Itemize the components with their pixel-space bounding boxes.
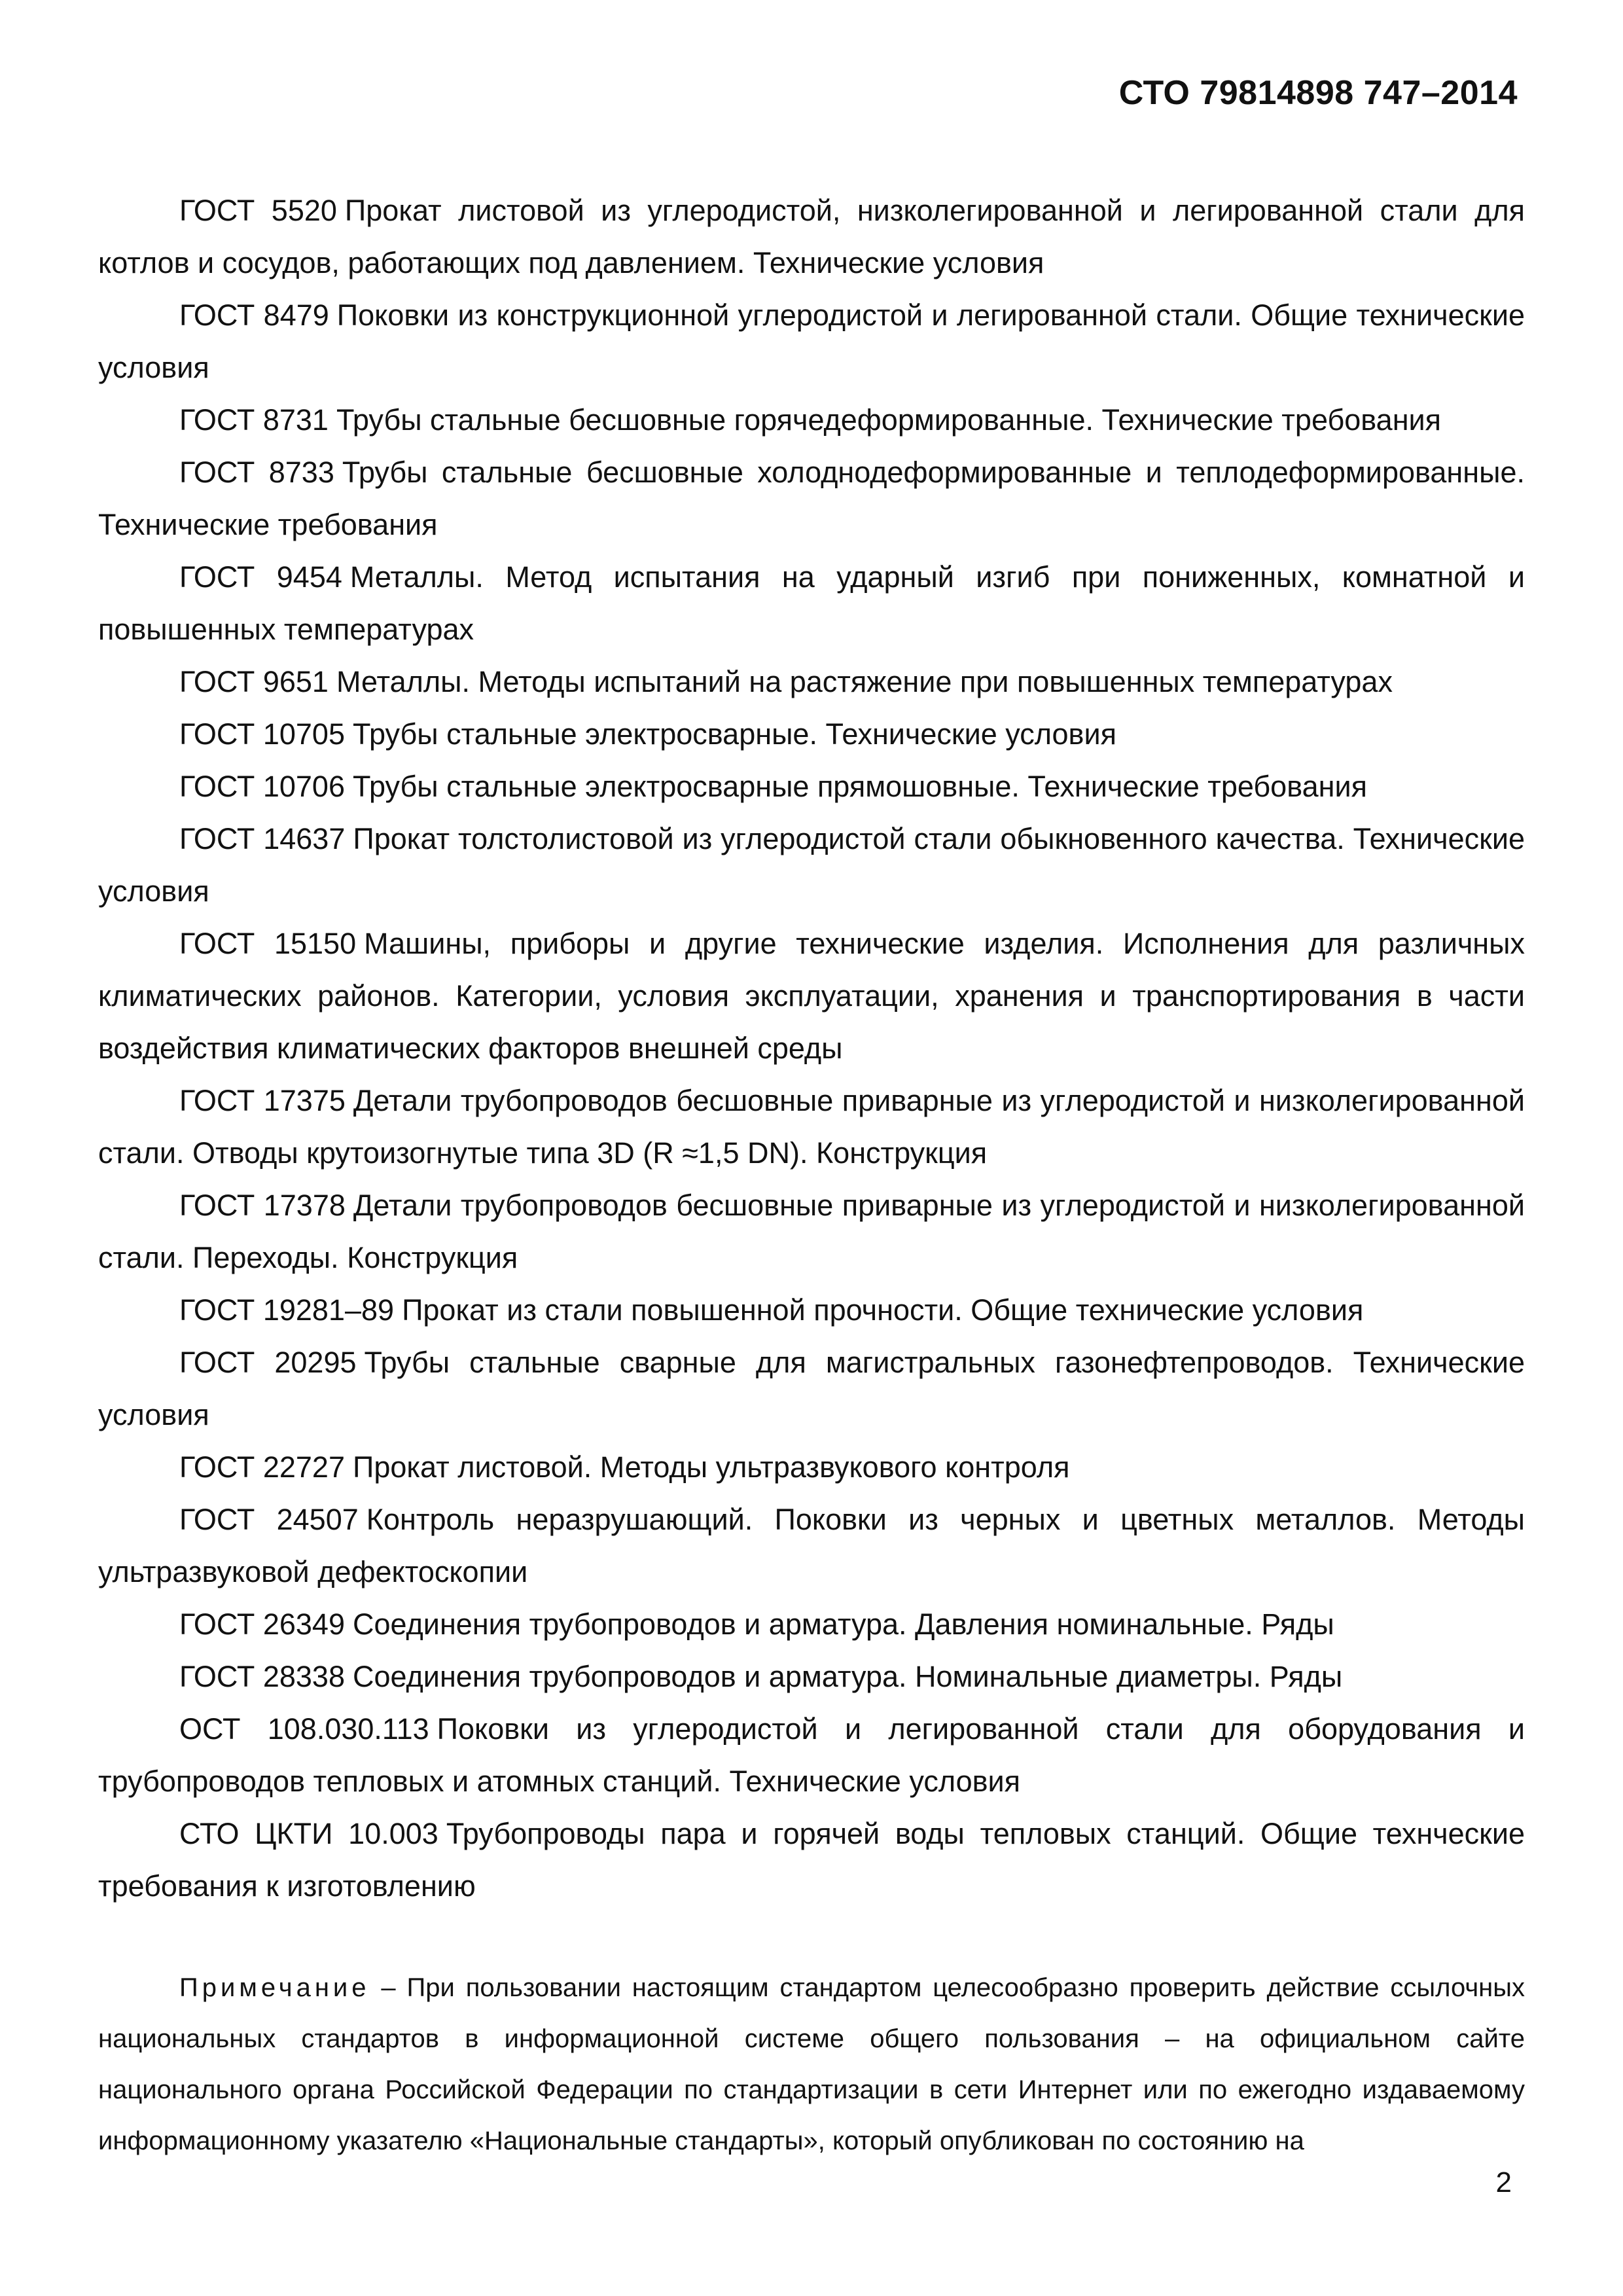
reference-title: Прокат из стали повышенной прочности. Общие технические условия: [402, 1293, 1364, 1327]
reference-title: Детали трубопроводов бесшовные приварные из углеродистой и низколегированной стали. Отводы крутоизогнутые типа 3D (R ≈1,5 DN). Конструкция: [98, 1084, 1525, 1170]
reference-item: [98, 289, 1525, 394]
reference-code: ОСТ 108.030.113: [179, 1712, 429, 1746]
reference-item: [98, 1808, 1525, 1912]
reference-item: [98, 1441, 1525, 1494]
reference-title: Прокат листовой из углеродистой, низколегированной и легированной стали для котлов и сосудов, работающих под давлением. Технические условия: [98, 194, 1525, 279]
reference-code: ГОСТ 22727: [179, 1450, 345, 1484]
reference-code: ГОСТ 26349: [179, 1607, 345, 1641]
normative-references-list: [98, 185, 1525, 1912]
reference-title: Трубы стальные бесшовные горячедеформированные. Технические требования: [336, 403, 1442, 437]
reference-title: Трубы стальные сварные для магистральных газонефтепроводов. Технические условия: [98, 1346, 1525, 1431]
reference-item: [98, 394, 1525, 446]
reference-title: Поковки из углеродистой и легированной стали для оборудования и трубопроводов тепловых и атомных станций. Технические условия: [98, 1712, 1525, 1798]
reference-code: ГОСТ 17378: [179, 1189, 346, 1222]
reference-title: Соединения трубопроводов и арматура. Давления номинальные. Ряды: [352, 1607, 1334, 1641]
reference-code: ГОСТ 5520: [179, 194, 337, 227]
reference-code: ГОСТ 8731: [179, 403, 329, 437]
document-code-header: СТО 79814898 747–2014: [1118, 74, 1518, 112]
reference-title: Прокат листовой. Методы ультразвукового контроля: [352, 1450, 1070, 1484]
reference-code: ГОСТ 28338: [179, 1660, 345, 1693]
reference-item: [98, 708, 1525, 761]
note-text: – При пользовании настоящим стандартом целесообразно проверить действие ссылочных национальных стандартов в информационной системе общего пользования – на официальном сайте национального органа Российской Федерации по стандартизации в сети Интернет или по ежегодно издаваемому информационному указателю «Национальные стандарты», который опубликован по состоянию на: [98, 1973, 1525, 2155]
reference-code: ГОСТ 10706: [179, 770, 345, 803]
standards-note: [98, 1962, 1525, 2166]
reference-item: [98, 1703, 1525, 1808]
reference-code: ГОСТ 8479: [179, 298, 329, 332]
reference-item: [98, 1075, 1525, 1179]
reference-code: ГОСТ 10705: [179, 717, 345, 751]
reference-title: Поковки из конструкционной углеродистой и легированной стали. Общие технические условия: [98, 298, 1525, 384]
reference-title: Трубы стальные бесшовные холоднодеформированные и теплодеформированные. Технические требования: [98, 456, 1525, 541]
reference-code: ГОСТ 9651: [179, 665, 329, 698]
page-number: 2: [1495, 2166, 1512, 2198]
reference-code: ГОСТ 24507: [179, 1503, 359, 1536]
reference-item: [98, 656, 1525, 708]
reference-item: [98, 1598, 1525, 1651]
reference-code: ГОСТ 9454: [179, 560, 342, 594]
note-label: Примечание: [179, 1973, 370, 2002]
reference-item: [98, 1336, 1525, 1441]
reference-item: [98, 813, 1525, 918]
reference-item: [98, 1651, 1525, 1703]
reference-item: [98, 185, 1525, 289]
reference-item: [98, 446, 1525, 551]
reference-item: [98, 1494, 1525, 1598]
reference-code: ГОСТ 14637: [179, 822, 346, 855]
reference-title: Трубопроводы пара и горячей воды тепловых станций. Общие технческие требования к изготовлению: [98, 1817, 1525, 1903]
reference-title: Детали трубопроводов бесшовные приварные из углеродистой и низколегированной стали. Переходы. Конструкция: [98, 1189, 1525, 1274]
reference-code: ГОСТ 8733: [179, 456, 334, 489]
reference-title: Металлы. Метод испытания на ударный изгиб при пониженных, комнатной и повышенных температурах: [98, 560, 1525, 646]
reference-item: [98, 551, 1525, 656]
reference-title: Металлы. Методы испытаний на растяжение при повышенных температурах: [336, 665, 1393, 698]
reference-code: ГОСТ 17375: [179, 1084, 346, 1117]
reference-title: Контроль неразрушающий. Поковки из черных и цветных металлов. Методы ультразвуковой дефектоскопии: [98, 1503, 1525, 1588]
reference-title: Прокат толстолистовой из углеродистой стали обыкновенного качества. Технические условия: [98, 822, 1525, 908]
reference-item: [98, 761, 1525, 813]
reference-code: ГОСТ 20295: [179, 1346, 357, 1379]
reference-title: Трубы стальные электросварные. Технические условия: [352, 717, 1116, 751]
reference-code: СТО ЦКТИ 10.003: [179, 1817, 438, 1850]
reference-code: ГОСТ 15150: [179, 927, 357, 960]
reference-item: [98, 1284, 1525, 1336]
reference-item: [98, 1179, 1525, 1284]
reference-title: Соединения трубопроводов и арматура. Номинальные диаметры. Ряды: [352, 1660, 1343, 1693]
reference-item: [98, 918, 1525, 1075]
reference-title: Трубы стальные электросварные прямошовные. Технические требования: [352, 770, 1367, 803]
reference-code: ГОСТ 19281–89: [179, 1293, 395, 1327]
reference-title: Машины, приборы и другие технические изделия. Исполнения для различных климатических районов. Категории, условия эксплуатации, хранения и транспортирования в части воздействия климатических факторов внешней среды: [98, 927, 1525, 1065]
